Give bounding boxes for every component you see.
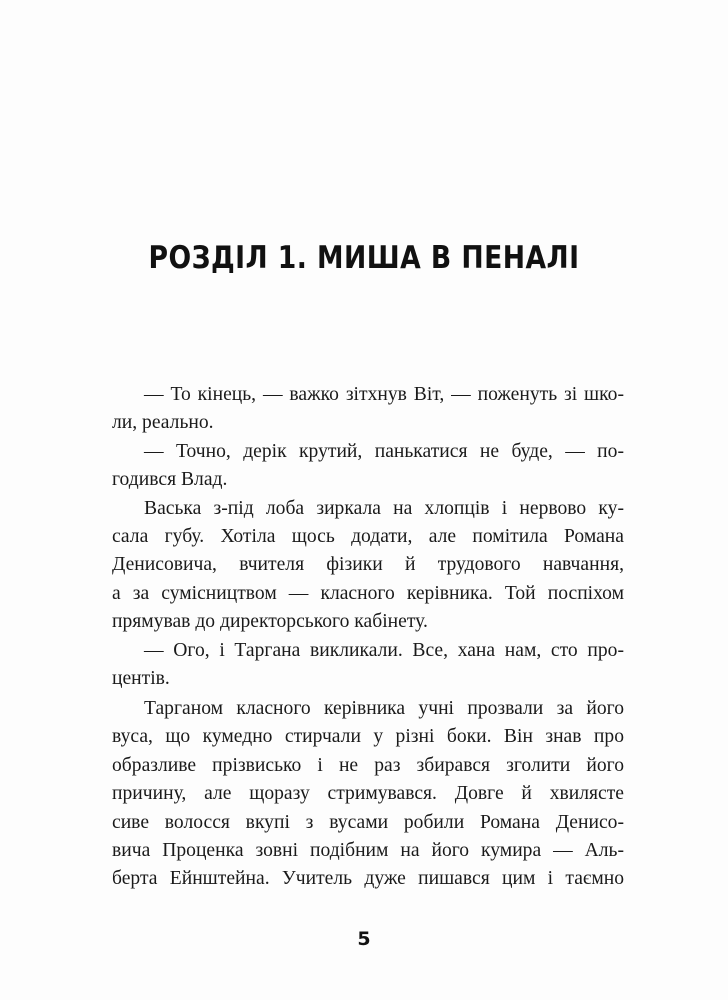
text-section-1: [112, 381, 624, 693]
text-line: годився Влад.: [112, 469, 228, 491]
text-line: вича Проценка зовні подібним на його кумира — Аль-: [112, 840, 624, 862]
text-line: — То кінець, — важко зітхнув Віт, — поженуть зі шко-: [144, 384, 624, 405]
text-line: — Ого, і Таргана викликали. Все, хана нам, сто про-: [144, 639, 624, 661]
text-line: сиве волосся вкупі з вусами робили Романа Денисо-: [112, 811, 624, 833]
text-line: центів.: [112, 668, 170, 690]
text-line: Тарганом класного керівника учні прозвали за його: [144, 698, 624, 719]
text-line: ли, реально.: [112, 412, 214, 434]
chapter-title: РОЗДІЛ 1. МИША В ПЕНАЛІ: [148, 240, 580, 276]
text-line: образливе прізвисько і не раз збирався зголити його: [112, 754, 624, 776]
text-line: берта Ейнштейна. Учитель дуже пишався цим і таємно: [112, 868, 624, 890]
text-line: — Точно, дерік крутий, панькатися не буде, — по-: [144, 440, 624, 462]
text-line: Денисовича, вчителя фізики й трудового навчання,: [112, 554, 624, 576]
text-line: Васька з-під лоба зиркала на хлопців і нервово ку-: [144, 497, 624, 519]
text-line: прямував до директорського кабінету.: [112, 611, 428, 633]
page-number: 5: [357, 928, 371, 950]
text-line: сала губу. Хотіла щось додати, але помітила Романа: [112, 526, 624, 548]
text-line: вуса, що кумедно стирчали у різні боки. Він знав про: [112, 726, 624, 748]
text-line: а за сумісництвом — класного керівника. Той поспіхом: [112, 582, 624, 604]
text-section-2: [112, 695, 624, 894]
text-line: причину, але щоразу стримувався. Довге й хвилясте: [112, 783, 624, 805]
